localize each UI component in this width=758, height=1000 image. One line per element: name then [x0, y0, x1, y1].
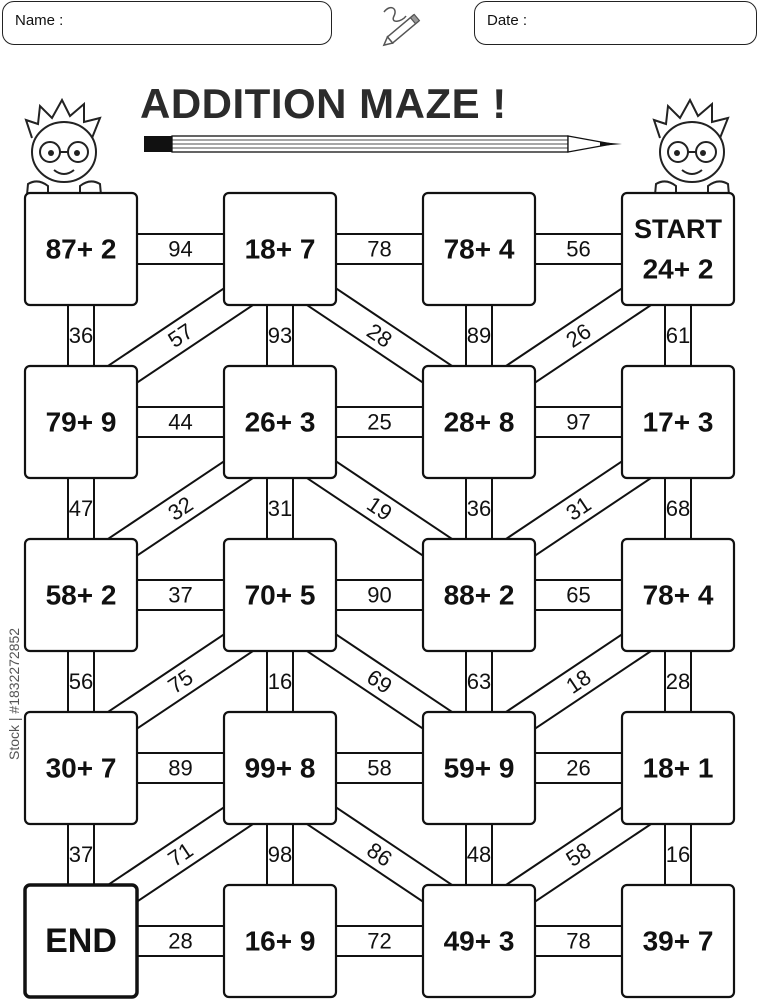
- maze-box[interactable]: [423, 193, 535, 305]
- name-label: Name :: [15, 12, 64, 29]
- vertical-path: [665, 478, 691, 539]
- path-number: 57: [163, 318, 198, 353]
- watermark-text: Stock | #1832272852: [6, 627, 22, 760]
- path-number: 89: [466, 323, 492, 348]
- path-number: 72: [367, 928, 392, 954]
- horizontal-path: [137, 407, 224, 437]
- path-number: 69: [362, 664, 397, 699]
- path-number: 68: [665, 496, 691, 521]
- path-number: 37: [168, 582, 193, 608]
- box-expression: 30+ 7: [45, 752, 117, 784]
- vertical-path: [665, 651, 691, 712]
- horizontal-path: [336, 580, 423, 610]
- horizontal-path: [336, 753, 423, 783]
- path-number: 36: [68, 323, 94, 348]
- path-number: 32: [163, 491, 198, 526]
- box-expression: 24+ 2: [642, 253, 714, 285]
- path-number: 16: [267, 669, 293, 694]
- path-number: 28: [665, 669, 691, 694]
- maze-box[interactable]: [25, 712, 137, 824]
- path-number: 65: [566, 582, 591, 608]
- horizontal-path: [137, 753, 224, 783]
- path-number: 97: [566, 409, 591, 435]
- box-expression: 18+ 7: [244, 233, 316, 265]
- vertical-path: [68, 478, 94, 539]
- path-number: 93: [267, 323, 293, 348]
- horizontal-path: [535, 580, 622, 610]
- maze-box[interactable]: [224, 885, 336, 997]
- horizontal-path: [137, 926, 224, 956]
- vertical-path: [68, 305, 94, 366]
- maze-box[interactable]: [25, 193, 137, 305]
- maze-box[interactable]: [423, 712, 535, 824]
- end-box[interactable]: [25, 885, 137, 997]
- maze-box[interactable]: [224, 539, 336, 651]
- path-number: 16: [665, 842, 691, 867]
- path-number: 98: [267, 842, 293, 867]
- path-number: 19: [362, 491, 397, 526]
- path-number: 25: [367, 409, 392, 435]
- path-number: 71: [163, 837, 198, 872]
- maze-box[interactable]: [423, 366, 535, 478]
- page-title: ADDITION MAZE !: [140, 80, 507, 127]
- path-number: 58: [367, 755, 392, 781]
- path-number: 94: [168, 236, 193, 262]
- box-expression: 70+ 5: [244, 579, 316, 611]
- path-number: 58: [561, 837, 596, 872]
- path-number: 48: [466, 842, 492, 867]
- path-number: 31: [267, 496, 293, 521]
- horizontal-path: [535, 407, 622, 437]
- end-label: END: [45, 922, 117, 960]
- box-expression: 78+ 4: [443, 233, 515, 265]
- path-number: 26: [561, 318, 596, 353]
- horizontal-path: [137, 580, 224, 610]
- vertical-path: [267, 824, 293, 885]
- maze-box[interactable]: [25, 539, 137, 651]
- vertical-path: [466, 305, 492, 366]
- vertical-path: [267, 478, 293, 539]
- horizontal-path: [137, 234, 224, 264]
- start-box[interactable]: [622, 193, 734, 305]
- maze-box[interactable]: [622, 885, 734, 997]
- path-number: 78: [367, 236, 392, 262]
- box-expression: 16+ 9: [244, 925, 316, 957]
- vertical-path: [665, 824, 691, 885]
- box-expression: 79+ 9: [45, 406, 117, 438]
- maze-box[interactable]: [25, 366, 137, 478]
- path-number: 18: [561, 664, 596, 699]
- box-expression: 39+ 7: [642, 925, 714, 957]
- maze-box[interactable]: [622, 366, 734, 478]
- horizontal-path: [535, 926, 622, 956]
- vertical-path: [466, 824, 492, 885]
- horizontal-path: [336, 234, 423, 264]
- box-expression: 26+ 3: [244, 406, 316, 438]
- path-number: 63: [466, 669, 492, 694]
- vertical-path: [267, 651, 293, 712]
- path-number: 31: [561, 491, 596, 526]
- vertical-path: [68, 651, 94, 712]
- path-number: 90: [367, 582, 392, 608]
- path-number: 86: [362, 837, 397, 872]
- box-expression: 99+ 8: [244, 752, 316, 784]
- horizontal-path: [535, 753, 622, 783]
- box-expression: 28+ 8: [443, 406, 515, 438]
- path-number: 44: [168, 409, 193, 435]
- maze-box[interactable]: [224, 193, 336, 305]
- path-number: 47: [68, 496, 94, 521]
- vertical-path: [466, 478, 492, 539]
- path-number: 26: [566, 755, 591, 781]
- path-number: 36: [466, 496, 492, 521]
- box-expression: 18+ 1: [642, 752, 714, 784]
- maze-box[interactable]: [423, 885, 535, 997]
- box-expression: 59+ 9: [443, 752, 515, 784]
- box-expression: 49+ 3: [443, 925, 515, 957]
- horizontal-path: [336, 926, 423, 956]
- maze-box[interactable]: [423, 539, 535, 651]
- path-number: 37: [68, 842, 94, 867]
- maze-box[interactable]: [622, 712, 734, 824]
- path-number: 56: [68, 669, 94, 694]
- box-expression: 17+ 3: [642, 406, 714, 438]
- start-label: START: [634, 214, 722, 244]
- vertical-path: [68, 824, 94, 885]
- path-number: 28: [168, 928, 193, 954]
- vertical-path: [665, 305, 691, 366]
- maze-box[interactable]: [622, 539, 734, 651]
- maze-box[interactable]: [224, 366, 336, 478]
- horizontal-path: [535, 234, 622, 264]
- box-expression: 58+ 2: [45, 579, 117, 611]
- date-label: Date :: [487, 12, 528, 29]
- path-number: 75: [163, 664, 198, 699]
- box-expression: 87+ 2: [45, 233, 117, 265]
- box-expression: 88+ 2: [443, 579, 515, 611]
- path-number: 78: [566, 928, 591, 954]
- path-number: 56: [566, 236, 591, 262]
- path-number: 61: [665, 323, 691, 348]
- path-number: 89: [168, 755, 193, 781]
- horizontal-path: [336, 407, 423, 437]
- maze-box[interactable]: [224, 712, 336, 824]
- vertical-path: [466, 651, 492, 712]
- box-expression: 78+ 4: [642, 579, 714, 611]
- vertical-path: [267, 305, 293, 366]
- path-number: 28: [362, 318, 397, 353]
